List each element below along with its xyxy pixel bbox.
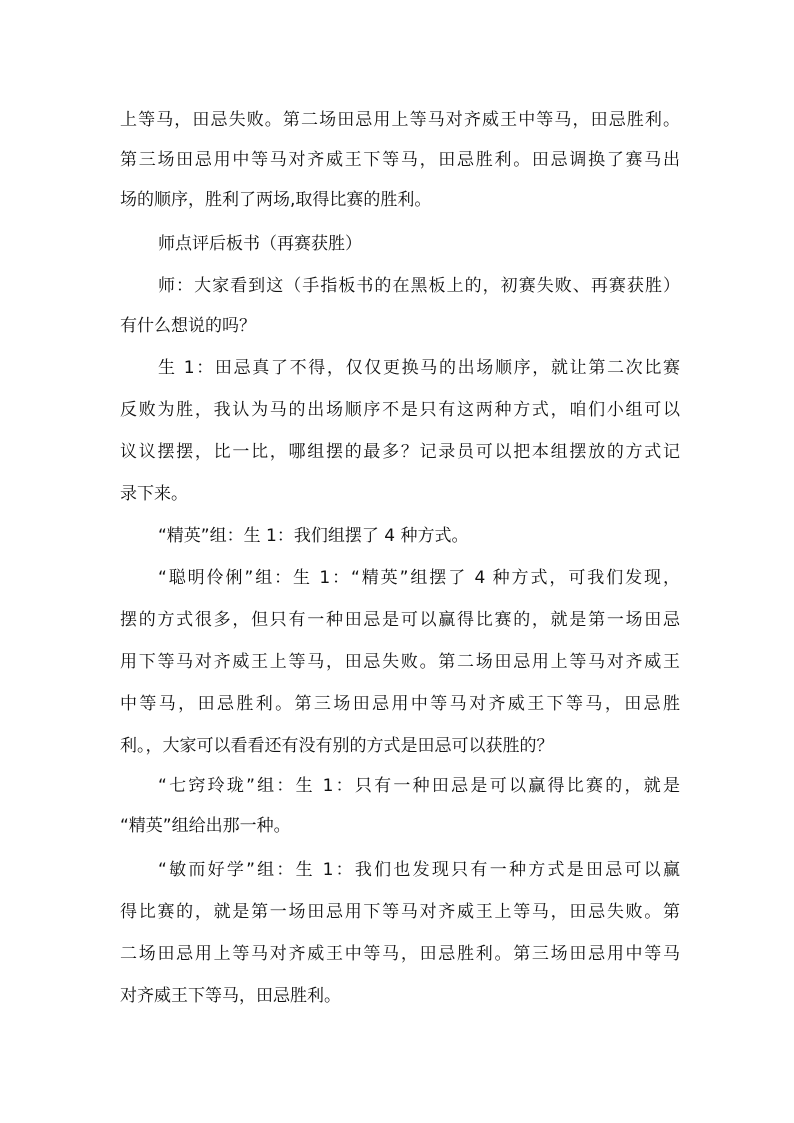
paragraph-line: 有什么想说的吗？ xyxy=(120,316,256,336)
paragraph-line: 上等马，田忌失败。第二场田忌用上等马对齐威王中等马，田忌胜利。 xyxy=(120,110,680,130)
paragraph-line: “精英”组给出那一种。 xyxy=(120,816,291,836)
paragraph-line: 二场田忌用上等马对齐威王中等马，田忌胜利。第三场田忌用中等马 xyxy=(120,944,680,964)
paragraph-line: 场的顺序，胜利了两场,取得比赛的胜利。 xyxy=(120,190,432,210)
paragraph-line: “敏而好学”组：生 1：我们也发现只有一种方式是田忌可以赢 xyxy=(158,860,680,880)
paragraph-line: 利。，大家可以看看还有没有别的方式是田忌可以获胜的？ xyxy=(120,736,554,756)
paragraph-line: 得比赛的，就是第一场田忌用下等马对齐威王上等马，田忌失败。第 xyxy=(120,902,680,922)
paragraph-line: 用下等马对齐威王上等马，田忌失败。第二场田忌用上等马对齐威王 xyxy=(120,652,680,672)
paragraph-line: 第三场田忌用中等马对齐威王下等马，田忌胜利。田忌调换了赛马出 xyxy=(120,150,680,170)
paragraph-line: 师点评后板书（再赛获胜） xyxy=(158,234,362,254)
paragraph-line: 对齐威王下等马，田忌胜利。 xyxy=(120,986,341,1006)
paragraph-line: 反败为胜，我认为马的出场顺序不是只有这两种方式，咱们小组可以 xyxy=(120,400,680,420)
paragraph-line: 录下来。 xyxy=(120,484,188,504)
paragraph-line: 生 1：田忌真了不得，仅仅更换马的出场顺序，就让第二次比赛 xyxy=(158,358,680,378)
paragraph-line: 中等马，田忌胜利。第三场田忌用中等马对齐威王下等马，田忌胜 xyxy=(120,694,680,714)
paragraph-line: 摆的方式很多，但只有一种田忌是可以赢得比赛的，就是第一场田忌 xyxy=(120,610,680,630)
paragraph-line: 议议摆摆，比一比，哪组摆的最多？记录员可以把本组摆放的方式记 xyxy=(120,442,680,462)
paragraph-line: “精英”组：生 1：我们组摆了 4 种方式。 xyxy=(158,526,469,546)
paragraph-line: 师：大家看到这（手指板书的在黑板上的，初赛失败、再赛获胜） xyxy=(158,276,680,296)
paragraph-line: “聪明伶俐”组：生 1：“精英”组摆了 4 种方式，可我们发现， xyxy=(158,568,680,588)
paragraph-line: “七窍玲珑”组：生 1：只有一种田忌是可以赢得比赛的，就是 xyxy=(158,776,680,796)
